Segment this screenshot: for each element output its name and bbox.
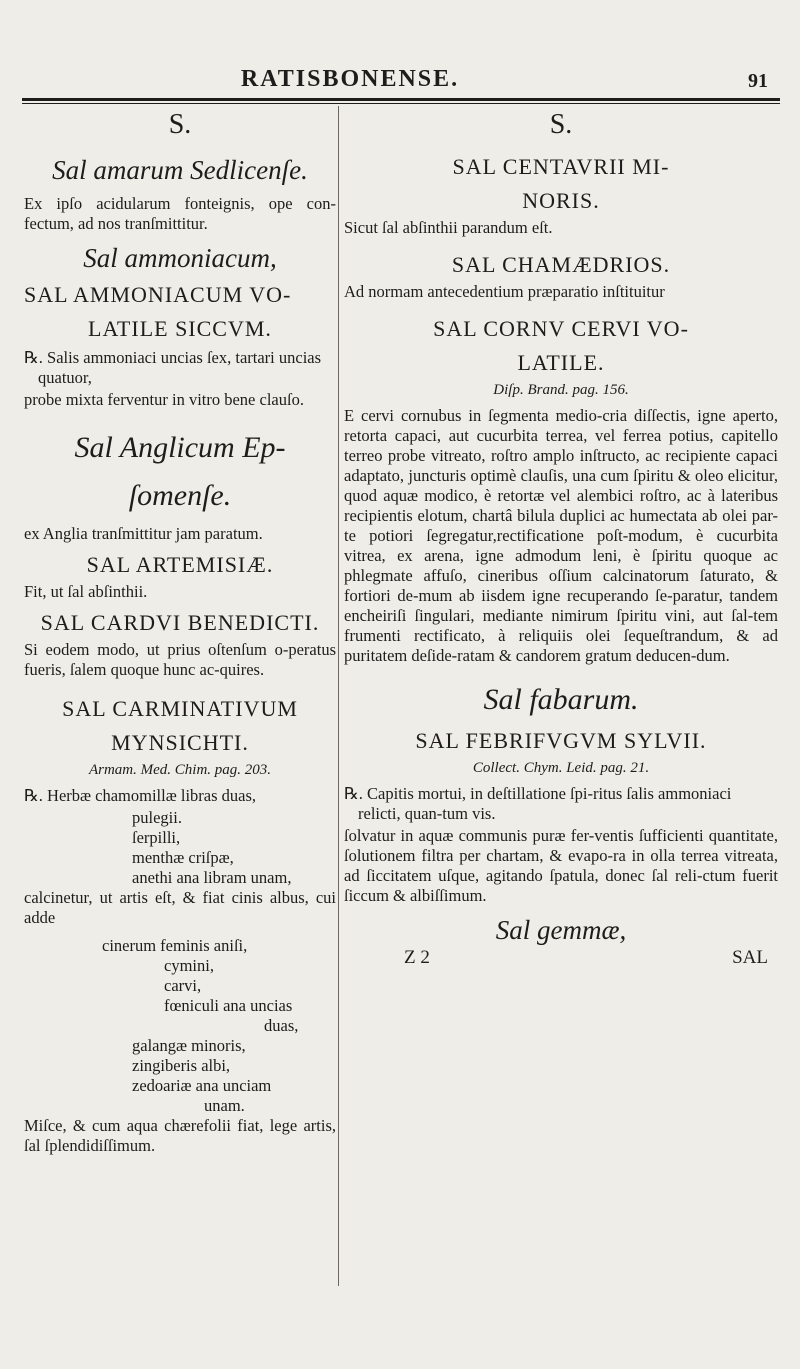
reference: Diſp. Brand. pag. 156. <box>493 382 629 398</box>
entry-heading: NORIS. <box>522 188 600 213</box>
ingredient: unam. <box>204 1096 245 1115</box>
ingredient: zingiberis albi, <box>132 1056 231 1075</box>
entry-text: E cervi cornubus in ſegmenta medio-cria diſſectis, igne aperto, retorta capaci, aut cucurbita terrea, vel ferrea potius, capitello terreo probe vitreato, roſtro amplo inſtructo, ac recipiente capaci adaptato, juncturis optimè clauſis, una cum ſpiritu & oleo elicitur, quod aquæ modico, è retortæ vel alembici roſtro, ac à lateribus recipientis elotum, chartâ bilula duplici ac humectata ab olei par-te potiori ſegregatur,rectificatione poſt-modum, è cucurbita vitrea, ex arena, igne admodum leni, è ſpiritu quoque ac phlegmate affuſo, cineribus oſſium calcinatorum ſaturato, & fortiori de-mum ab iisdem igne recuperando ſe-paratur, tandem encheiriſi ſingulari, mediante nimirum ſpiritu vini, aut ſal-tem frumenti rectificato, à reliquiis olei ſequeſtrandum, & ad puritatem deſide-ratam & candorem gratum deducen-dum. <box>344 406 778 665</box>
ingredient: anethi ana libram unam, <box>132 868 292 887</box>
ingredient: galangæ minoris, <box>132 1036 246 1055</box>
catch-line <box>344 946 778 972</box>
entry-text: Miſce, & cum aqua chærefolii fiat, lege artis, ſal ſplendidiſſimum. <box>24 1116 336 1155</box>
entry-text: ex Anglia tranſmittitur jam paratum. <box>24 524 263 543</box>
page-number: 91 <box>748 70 768 92</box>
entry-text: Sicut ſal abſinthii parandum eſt. <box>344 218 553 237</box>
entry-heading: SAL CARDVI BENEDICTI. <box>40 610 320 635</box>
entry-heading: Sal amarum Sedlicenſe. <box>52 155 308 185</box>
entry-heading: Sal ammoniacum, <box>83 243 277 273</box>
ingredient: carvi, <box>164 976 202 995</box>
entry-heading: SAL CHAMÆDRIOS. <box>451 252 671 277</box>
entry-heading: Sal gemmæ, <box>495 915 627 945</box>
entry-text: calcinetur, ut artis eſt, & fiat cinis albus, cui adde <box>24 888 336 927</box>
entry-heading: MYNSICHTI. <box>111 730 249 755</box>
catchword: SAL <box>732 947 768 968</box>
recipe-line: ℞. Herbæ chamomillæ libras duas, <box>24 786 257 805</box>
entry-text: probe mixta ferventur in vitro bene clauſo. <box>24 390 304 409</box>
header-rule-thin <box>22 103 780 104</box>
reference: Armam. Med. Chim. pag. 203. <box>88 762 272 778</box>
ingredient: cymini, <box>164 956 214 975</box>
entry-heading: SAL CARMINATIVUM <box>62 696 298 721</box>
reference: Collect. Chym. Leid. pag. 21. <box>472 760 650 776</box>
right-column <box>344 108 778 972</box>
running-header <box>0 66 800 102</box>
section-letter: S. <box>549 109 573 140</box>
ingredient: zedoariæ ana unciam <box>132 1076 272 1095</box>
ingredient: cinerum feminis aniſi, <box>102 936 248 955</box>
entry-heading: SAL ARTEMISIÆ. <box>86 552 274 577</box>
running-title: RATISBONENSE. <box>240 66 460 92</box>
entry-heading: Sal Anglicum Ep- <box>74 431 286 464</box>
entry-heading: SAL CENTAVRII MI- <box>452 154 670 179</box>
left-column <box>24 108 336 1164</box>
ingredient: fœniculi ana uncias <box>164 996 293 1015</box>
recipe-line: ℞. Salis ammoniaci uncias ſex, tartari uncias quatuor, <box>24 348 322 387</box>
ingredient: pulegii. <box>132 808 182 827</box>
signature-mark: Z 2 <box>404 947 430 968</box>
header-rule <box>22 98 780 101</box>
entry-text: Si eodem modo, ut prius oſtenſum o-peratus fueris, ſalem quoque hunc ac-quires. <box>24 640 336 679</box>
ingredient: ſerpilli, <box>132 828 181 847</box>
entry-text: Ad normam antecedentium præparatio inſtituitur <box>344 282 665 301</box>
entry-heading: Sal fabarum. <box>483 683 639 716</box>
section-letter: S. <box>168 109 192 140</box>
entry-heading: ſomenſe. <box>128 479 232 512</box>
entry-text: Fit, ut ſal abſinthii. <box>24 582 148 601</box>
entry-text: Ex ipſo acidularum fonteignis, ope con-fectum, ad nos tranſmittitur. <box>24 194 336 233</box>
entry-heading: SAL FEBRIFVGVM SYLVII. <box>415 728 707 753</box>
recipe-line: ℞. Capitis mortui, in deſtillatione ſpi-ritus ſalis ammoniaci relicti, quan-tum vis. <box>344 784 732 823</box>
entry-heading: LATILE SICCVM. <box>88 316 272 341</box>
entry-heading: LATILE. <box>517 350 605 375</box>
entry-heading: SAL AMMONIACUM VO- <box>24 282 292 307</box>
ingredient: duas, <box>264 1016 299 1035</box>
entry-text: ſolvatur in aquæ communis puræ fer-ventis ſufficienti quantitate, ſolutionem filtra per chartam, & evapo-ra in olla terrea vitreata, ad ſiccitatem uſque, agitando ſpatula, donec ſal reli-ctum fuerit ſiccum & albiſſimum. <box>344 826 778 905</box>
entry-heading: SAL CORNV CERVI VO- <box>433 316 689 341</box>
column-divider <box>338 106 339 1286</box>
ingredient: menthæ criſpæ, <box>132 848 234 867</box>
